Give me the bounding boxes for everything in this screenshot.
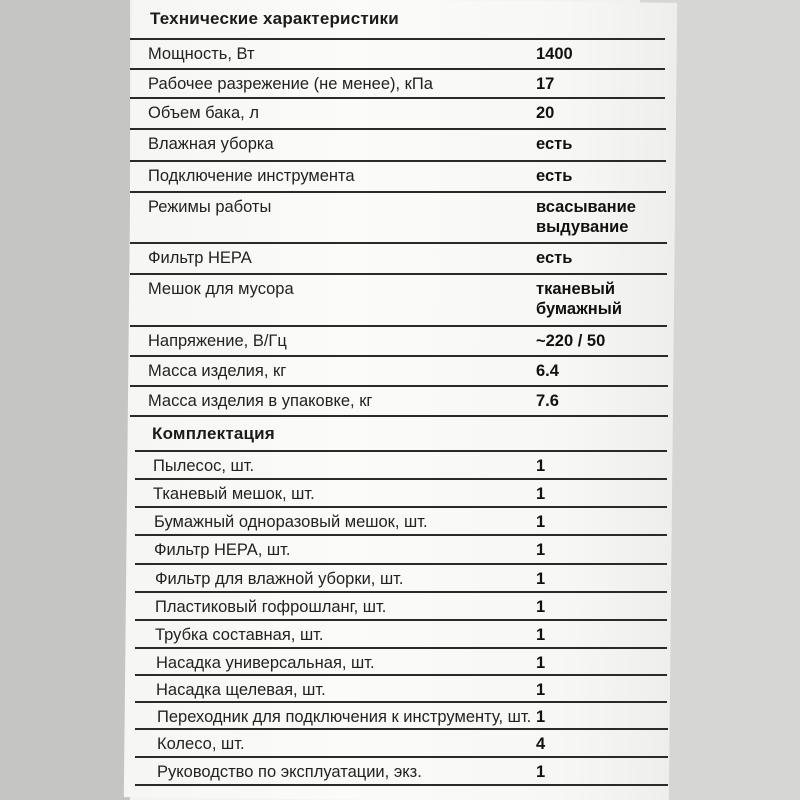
package-row-divider — [135, 784, 668, 786]
package-title: Комплектация — [152, 424, 275, 443]
spec-value: всасывание — [536, 198, 636, 216]
spec-value: есть — [536, 135, 573, 153]
package-value: 1 — [536, 708, 546, 726]
package-value: 1 — [536, 513, 546, 531]
package-value: 1 — [536, 654, 546, 672]
package-value: 1 — [536, 541, 546, 559]
package-label: Пластиковый гофрошланг, шт. — [155, 598, 387, 616]
spec-label: Режимы работы — [148, 198, 272, 216]
spec-row-divider — [130, 128, 666, 130]
spec-row-divider — [130, 38, 665, 40]
spec-value-second-line: бумажный — [536, 300, 622, 318]
package-label: Насадка универсальная, шт. — [156, 654, 375, 672]
package-value: 1 — [536, 485, 546, 503]
spec-row-divider — [130, 191, 666, 193]
package-label: Фильтр для влажной уборки, шт. — [155, 570, 404, 588]
package-row-divider — [135, 619, 667, 621]
spec-row-divider — [130, 355, 668, 357]
spec-value: 7.6 — [536, 392, 559, 410]
package-row-divider — [135, 478, 667, 480]
package-row-divider — [135, 563, 667, 565]
package-value: 1 — [536, 763, 546, 781]
left-background-edge — [0, 0, 130, 800]
package-row-divider — [135, 647, 667, 649]
spec-value-second-line: выдувание — [536, 218, 629, 236]
package-row-divider — [135, 591, 667, 593]
package-label: Фильтр HEPA, шт. — [154, 541, 291, 559]
spec-row-divider — [130, 325, 667, 327]
package-value: 4 — [536, 735, 546, 753]
package-label: Пылесос, шт. — [153, 457, 255, 475]
specs-title: Технические характеристики — [150, 9, 399, 28]
package-row-divider — [135, 674, 667, 676]
spec-value: 17 — [536, 75, 555, 93]
spec-label: Рабочее разрежение (не менее), кПа — [148, 75, 433, 93]
package-row-divider — [135, 728, 668, 730]
package-label: Тканевый мешок, шт. — [153, 485, 315, 503]
package-label: Бумажный одноразовый мешок, шт. — [154, 513, 428, 531]
spec-row-divider — [130, 160, 666, 162]
spec-label: Мощность, Вт — [148, 45, 255, 63]
spec-value: тканевый — [536, 280, 616, 298]
spec-label: Подключение инструмента — [148, 167, 355, 185]
spec-label: Объем бака, л — [148, 104, 259, 122]
spec-value: есть — [536, 249, 573, 267]
package-label: Трубка составная, шт. — [155, 626, 324, 644]
spec-value: 20 — [536, 104, 555, 122]
spec-value: есть — [536, 167, 573, 185]
spec-label: Масса изделия в упаковке, кг — [148, 392, 373, 410]
spec-label: Фильтр HEPA — [148, 249, 252, 267]
spec-row-divider — [130, 242, 667, 244]
spec-value: ~220 / 50 — [536, 332, 606, 350]
spec-label: Мешок для мусора — [148, 280, 294, 298]
package-row-divider — [135, 701, 667, 703]
spec-row-divider — [130, 97, 665, 99]
package-row-divider — [135, 450, 667, 452]
package-row-divider — [135, 756, 668, 758]
spec-value: 1400 — [536, 45, 573, 63]
spec-row-divider — [130, 68, 665, 70]
package-value: 1 — [536, 626, 546, 644]
spec-label: Влажная уборка — [148, 135, 274, 153]
spec-label: Напряжение, В/Гц — [148, 332, 287, 350]
package-label: Насадка щелевая, шт. — [156, 681, 326, 699]
package-row-divider — [135, 506, 667, 508]
package-value: 1 — [536, 598, 546, 616]
spec-value: 6.4 — [536, 362, 559, 380]
spec-row-divider — [130, 415, 668, 417]
spec-row-divider — [130, 385, 668, 387]
package-label: Колесо, шт. — [157, 735, 245, 753]
package-value: 1 — [536, 457, 546, 475]
package-row-divider — [135, 534, 667, 536]
package-value: 1 — [536, 570, 546, 588]
package-value: 1 — [536, 681, 546, 699]
package-label: Переходник для подключения к инструменту, шт. — [157, 708, 532, 726]
package-label: Руководство по эксплуатации, экз. — [157, 763, 422, 781]
spec-label: Масса изделия, кг — [148, 362, 287, 380]
spec-row-divider — [130, 273, 667, 275]
